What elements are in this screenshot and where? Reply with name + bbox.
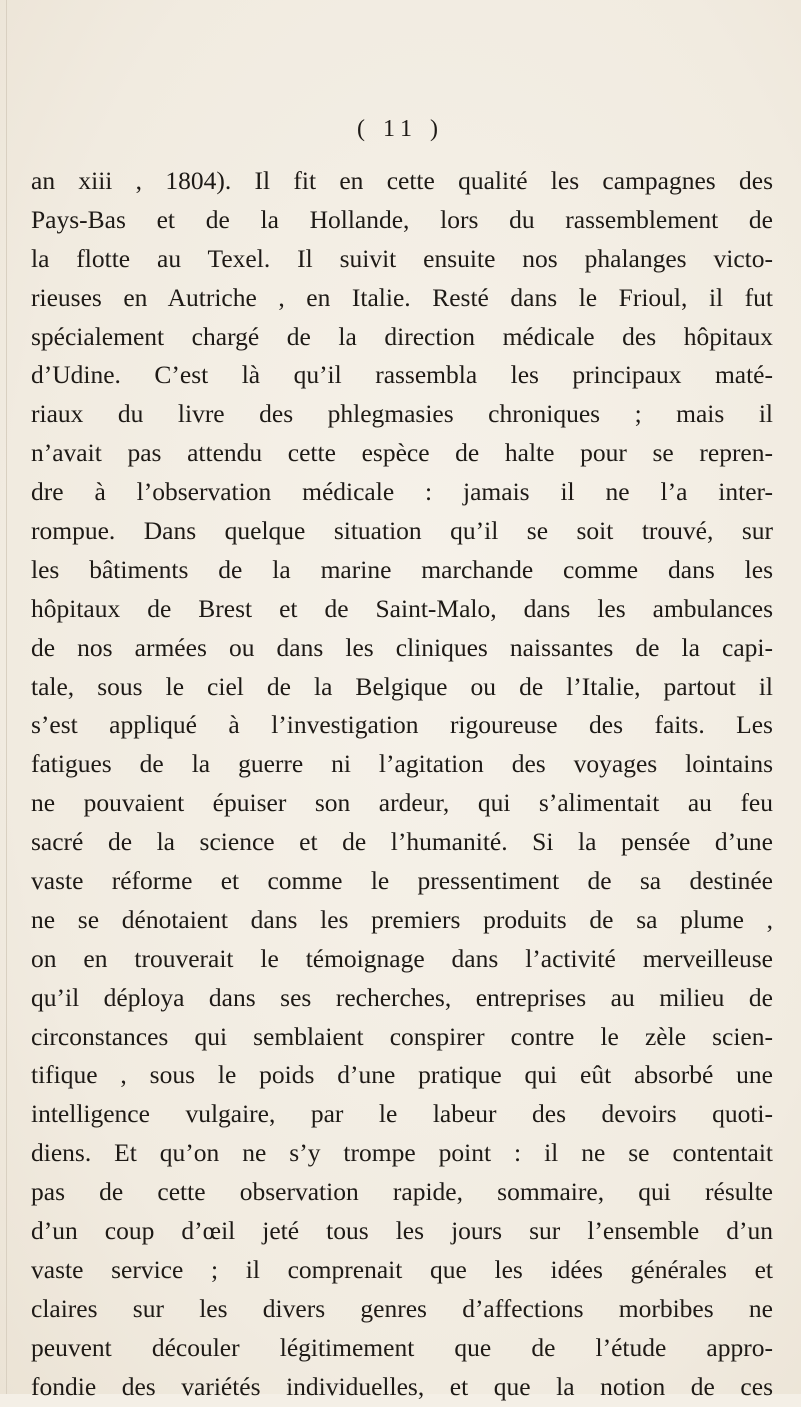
text-line: s’est appliqué à l’investigation rigoureuse des faits. Les [31,710,773,740]
text-line: riaux du livre des phlegmasies chroniques ; mais il [31,399,773,429]
body-text [31,162,773,1407]
text-line: fatigues de la guerre ni l’agitation des voyages lointains [31,749,773,779]
text-line: peuvent découler légitimement que de l’étude appro- [31,1332,773,1362]
text-line: Pays-Bas et de la Hollande, lors du rassemblement de [31,204,773,234]
text-line: tale, sous le ciel de la Belgique ou de l’Italie, partout il [31,671,773,701]
text-line: vaste réforme et comme le pressentiment de sa destinée [31,866,773,896]
text-line: ne pouvaient épuiser son ardeur, qui s’alimentait au feu [31,788,773,818]
text-line: spécialement chargé de la direction médicale des hôpitaux [31,321,773,351]
text-line: vaste service ; il comprenait que les idées générales et [31,1254,773,1284]
text-line: la flotte au Texel. Il suivit ensuite nos phalanges victo- [31,243,773,273]
text-line: intelligence vulgaire, par le labeur des devoirs quoti- [31,1099,773,1129]
page-number: ( 11 ) [356,116,445,142]
text-line: d’Udine. C’est là qu’il rassembla les principaux maté- [31,360,773,390]
text-line: d’un coup d’œil jeté tous les jours sur l’ensemble d’un [31,1216,773,1246]
text-line: tifique , sous le poids d’une pratique qui eût absorbé une [31,1060,773,1090]
text-line: n’avait pas attendu cette espèce de halte pour se repren- [31,438,773,468]
text-line: rieuses en Autriche , en Italie. Resté dans le Frioul, il fut [31,282,773,312]
text-line: dre à l’observation médicale : jamais il ne l’a inter- [31,477,773,507]
text-line: circonstances qui semblaient conspirer contre le zèle scien- [31,1021,773,1051]
text-line: pas de cette observation rapide, sommaire, qui résulte [31,1177,773,1207]
text-line: sacré de la science et de l’humanité. Si la pensée d’une [31,827,773,857]
text-line: fondie des variétés individuelles, et que la notion de ces [31,1371,773,1401]
text-line: diens. Et qu’on ne s’y trompe point : il ne se contentait [31,1138,773,1168]
text-line: de nos armées ou dans les cliniques naissantes de la capi- [31,632,773,662]
text-line: ne se dénotaient dans les premiers produits de sa plume , [31,904,773,934]
text-line: claires sur les divers genres d’affections morbibes ne [31,1293,773,1323]
text-line: on en trouverait le témoignage dans l’activité merveilleuse [31,943,773,973]
text-line: les bâtiments de la marine marchande comme dans les [31,554,773,584]
text-line: rompue. Dans quelque situation qu’il se soit trouvé, sur [31,516,773,546]
page-edge-shadow [6,0,7,1394]
text-line: an xiii , 1804). Il fit en cette qualité les campagnes des [31,166,773,195]
text-line: qu’il déploya dans ses recherches, entreprises au milieu de [31,982,773,1012]
text-line: hôpitaux de Brest et de Saint-Malo, dans les ambulances [31,593,773,623]
